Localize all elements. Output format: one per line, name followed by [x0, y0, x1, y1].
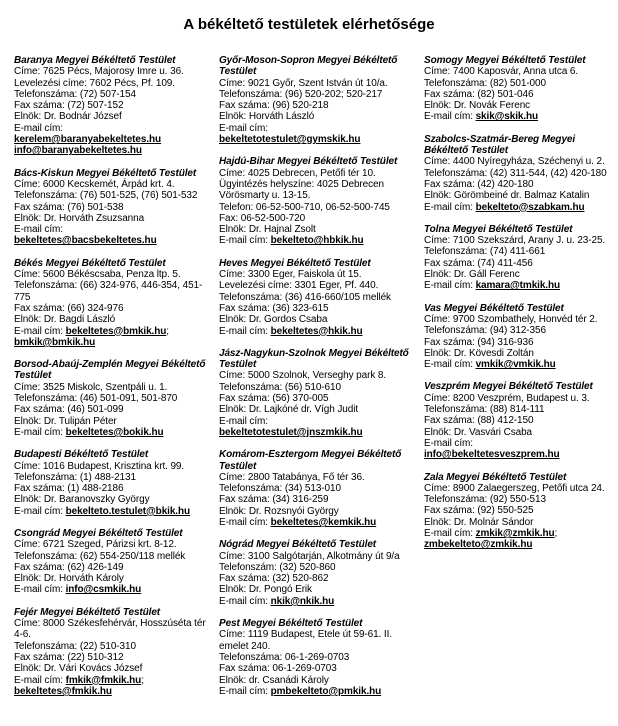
board-detail-line	[14, 551, 210, 562]
email-link[interactable]: bekelteto.testulet@bkik.hu	[65, 505, 190, 517]
board-detail-line	[219, 202, 415, 213]
board-detail-line	[424, 258, 618, 269]
email-link[interactable]: zmkik@zmkik.hu	[475, 527, 555, 539]
board-detail-line	[424, 179, 618, 190]
text-segment: E-mail cím:	[219, 235, 271, 247]
board-detail-line	[424, 190, 618, 201]
board-entry	[424, 55, 618, 123]
text-segment: Fax száma: (22) 510-312	[14, 651, 124, 663]
board-detail-line	[14, 472, 210, 483]
board-entry	[14, 55, 210, 157]
board-detail-line	[14, 190, 210, 201]
text-segment: Levelezési címe: 7602 Pécs, Pf. 109.	[14, 77, 175, 89]
text-segment: Telefonszáma: (34) 513-010	[219, 483, 341, 495]
email-link[interactable]: fmkik@fmkik.hu	[65, 674, 142, 686]
text-segment: Címe: 3300 Eger, Faiskola út 15.	[219, 269, 362, 281]
board-detail-line	[14, 89, 210, 100]
email-link[interactable]: bekeltetes@bacsbekeltetes.hu	[14, 235, 157, 247]
text-segment: E-mail cím:	[14, 122, 63, 134]
board-detail-line	[219, 629, 415, 652]
board-detail-line	[14, 145, 210, 156]
text-segment: Címe: 6000 Kecskemét, Árpád krt. 4.	[14, 178, 175, 190]
board-detail-line	[14, 539, 210, 550]
column	[219, 55, 415, 708]
text-segment: Elnök: Dr. Horváth Károly	[14, 573, 124, 585]
board-detail-line	[14, 66, 210, 77]
board-detail-line	[219, 78, 415, 89]
text-segment: E-mail cím:	[219, 685, 271, 697]
text-segment: Fax száma: (66) 324-976	[14, 302, 124, 314]
text-segment: Címe: 6721 Szeged, Párizsi krt. 8-12.	[14, 539, 177, 551]
board-detail-line	[219, 663, 415, 674]
board-detail-line	[14, 461, 210, 472]
text-segment: Címe: 3525 Miskolc, Szentpáli u. 1.	[14, 381, 168, 393]
text-segment: Levelezési címe: 3301 Eger, Pf. 440.	[219, 280, 379, 292]
text-segment: Telefonszám: (32) 520-860	[219, 561, 336, 573]
board-detail-line	[14, 416, 210, 427]
text-segment: Elnök: Dr. Rozsnyói György	[219, 505, 339, 517]
email-link[interactable]: bekeltetes@bokik.hu	[65, 426, 164, 438]
email-link[interactable]: info@bekeltetesveszprem.hu	[424, 449, 560, 461]
text-segment: Fax száma: (74) 411-456	[424, 257, 533, 269]
text-segment: E-mail cím:	[14, 325, 66, 337]
board-entry	[424, 381, 618, 460]
board-entry	[14, 449, 210, 517]
board-detail-line	[219, 393, 415, 404]
board-detail-line	[14, 326, 210, 349]
text-segment: Elnök: Dr. Kövesdi Zoltán	[424, 347, 534, 359]
text-segment: Címe: 1119 Budapest, Etele út 59-61. II. emelet 240.	[219, 629, 392, 652]
email-link[interactable]: nkik@nkik.hu	[270, 595, 335, 607]
text-segment: Fax száma: (92) 550-525	[424, 505, 534, 517]
board-detail-line	[424, 66, 618, 77]
email-link[interactable]: vmkik@vmkik.hu	[475, 359, 556, 371]
text-segment: Címe: 4400 Nyíregyháza, Széchenyi u. 2.	[424, 156, 605, 168]
text-segment: Elnök: Dr. Molnár Sándor	[424, 516, 534, 528]
board-entry	[219, 258, 415, 337]
board-detail-line	[219, 404, 415, 415]
board-detail-line	[14, 100, 210, 111]
text-segment: Elnök: Dr. Vasvári Csaba	[424, 426, 533, 438]
text-segment: E-mail cím:	[14, 584, 66, 596]
board-detail-line	[424, 325, 618, 336]
board-detail-line	[424, 337, 618, 348]
board-detail-line	[14, 303, 210, 314]
board-entry	[219, 55, 415, 145]
board-detail-line	[14, 506, 210, 517]
board-entry	[219, 348, 415, 438]
board-detail-line	[219, 573, 415, 584]
text-segment: Címe: 4025 Debrecen, Petőfi tér 10.	[219, 167, 376, 179]
board-name: Pest Megyei Békéltető Testület	[219, 618, 363, 630]
text-segment: Elnök: Dr. Novák Ferenc	[424, 100, 531, 112]
text-segment: Telefonszáma: (62) 554-250/118 mellék	[14, 550, 186, 562]
board-detail-line	[14, 427, 210, 438]
board-detail-line	[219, 584, 415, 595]
board-detail-line	[424, 438, 618, 449]
board-detail-line	[14, 213, 210, 224]
board-detail-line	[219, 134, 415, 145]
text-segment: Fax száma: (42) 420-180	[424, 178, 534, 190]
board-detail-line	[14, 314, 210, 325]
board-detail-line	[424, 517, 618, 528]
board-detail-line	[14, 123, 210, 134]
text-segment: E-mail cím:	[14, 505, 66, 517]
board-name: Szabolcs-Szatmár-Bereg Megyei Békéltető Testület	[424, 133, 576, 157]
board-detail-line	[424, 359, 618, 370]
board-detail-line	[424, 246, 618, 257]
board-detail-line	[14, 675, 210, 698]
text-segment: Telefonszáma: (46) 501-091, 501-870	[14, 393, 178, 405]
board-detail-line	[219, 235, 415, 246]
board-detail-line	[14, 382, 210, 393]
board-entry	[219, 156, 415, 246]
text-segment: Telefonszáma: (72) 507-154	[14, 88, 136, 100]
text-segment: Fax száma: (36) 323-615	[219, 302, 329, 314]
board-detail-line	[219, 652, 415, 663]
board-detail-line	[14, 280, 210, 303]
text-segment: Címe: 7100 Szekszárd, Arany J. u. 23-25.	[424, 235, 606, 247]
board-detail-line	[219, 100, 415, 111]
text-segment: E-mail cím:	[14, 224, 63, 236]
board-detail-line	[219, 551, 415, 562]
text-segment: Címe: 8000 Székesfehérvár, Hosszúséta tér 4-6.	[14, 618, 206, 641]
text-segment: E-mail cím:	[424, 437, 473, 449]
board-detail-line	[424, 202, 618, 213]
board-detail-line	[14, 618, 210, 641]
board-entry	[424, 472, 618, 551]
email-link[interactable]: bekeltetes@fmkik.hu	[14, 685, 112, 697]
board-detail-line	[219, 675, 415, 686]
board-name: Hajdú-Bihar Megyei Békéltető Testület	[219, 156, 398, 168]
email-link[interactable]: bekeltetotestulet@jnszmkik.hu	[219, 426, 363, 438]
text-segment: Címe: 1016 Budapest, Krisztina krt. 99.	[14, 460, 185, 472]
board-detail-line	[219, 562, 415, 573]
text-segment: Címe: 8900 Zalaegerszeg, Petőfi utca 24.	[424, 482, 605, 494]
text-segment: Telefon: 06-52-500-710, 06-52-500-745	[219, 201, 390, 213]
text-segment: Elnök: Dr. Vári Kovács József	[14, 663, 143, 675]
email-link[interactable]: kerelem@baranyabekeltetes.hu	[14, 134, 162, 146]
email-link[interactable]: bekeltetotestulet@gymskik.hu	[219, 134, 361, 146]
text-segment: Fax száma: (94) 316-936	[424, 336, 534, 348]
board-name: Borsod-Abaúj-Zemplén Megyei Békéltető Testület	[14, 359, 206, 382]
board-name: Somogy Megyei Békéltető Testület	[424, 55, 586, 66]
board-detail-line	[219, 89, 415, 100]
board-name: Budapesti Békéltető Testület	[14, 449, 149, 461]
board-entry	[14, 359, 210, 438]
board-detail-line	[424, 89, 618, 100]
board-name: Fejér Megyei Békéltető Testület	[14, 606, 161, 618]
board-name: Győr-Moson-Sopron Megyei Békéltető Testület	[219, 55, 398, 78]
text-segment: Elnök: Dr. Bodnár József	[14, 111, 122, 123]
text-segment: Címe: 7625 Pécs, Majorosy Imre u. 36.	[14, 66, 184, 78]
board-detail-line	[219, 123, 415, 134]
board-detail-line	[219, 280, 415, 291]
board-detail-line	[424, 483, 618, 494]
email-link[interactable]: kamara@tmkik.hu	[475, 280, 560, 292]
page-title: A békéltető testületek elérhetősége	[183, 16, 435, 33]
board-detail-line	[219, 506, 415, 517]
board-detail-line	[14, 111, 210, 122]
board-name: Bács-Kiskun Megyei Békéltető Testület	[14, 167, 197, 179]
board-detail-line	[219, 269, 415, 280]
board-name: Zala Megyei Békéltető Testület	[424, 471, 567, 483]
text-segment: Fax: 06-52-500-720	[219, 212, 306, 224]
board-detail-line	[219, 483, 415, 494]
board-detail-line	[219, 213, 415, 224]
board-detail-line	[219, 686, 415, 697]
board-detail-line	[14, 562, 210, 573]
board-name: Csongrád Megyei Békéltető Testület	[14, 527, 183, 539]
text-segment: Elnök: Görömbeiné dr. Balmaz Katalin	[424, 190, 590, 202]
columns-container	[0, 55, 618, 708]
text-segment: Fax száma: (32) 520-862	[219, 573, 329, 585]
board-name: Vas Megyei Békéltető Testület	[424, 302, 564, 314]
board-detail-line	[14, 179, 210, 190]
text-segment: Fax száma: (72) 507-152	[14, 100, 124, 112]
text-segment: E-mail cím:	[424, 359, 476, 371]
column	[424, 55, 618, 708]
board-detail-line	[424, 280, 618, 291]
text-segment: Elnök: Dr. Horváth Zsuzsanna	[14, 212, 145, 224]
text-segment: Telefonszáma: (76) 501-525, (76) 501-532	[14, 190, 198, 202]
text-segment: Telefonszáma: (42) 311-544, (42) 420-180	[424, 167, 607, 179]
board-detail-line	[219, 111, 415, 122]
board-detail-line	[219, 370, 415, 381]
email-link[interactable]: bekeltetes@kemkik.hu	[270, 516, 377, 528]
board-detail-line	[14, 235, 210, 246]
text-segment: Elnök: Horváth László	[219, 111, 315, 123]
text-segment: E-mail cím:	[14, 426, 66, 438]
board-detail-line	[14, 641, 210, 652]
board-detail-line	[219, 517, 415, 528]
board-detail-line	[14, 652, 210, 663]
board-detail-line	[219, 224, 415, 235]
text-segment: Elnök: Dr. Baranovszky György	[14, 494, 150, 506]
board-detail-line	[424, 393, 618, 404]
board-entry	[219, 618, 415, 697]
text-segment: Címe: 5600 Békéscsaba, Penza ltp. 5.	[14, 269, 181, 281]
text-segment: Fax száma: (82) 501-046	[424, 88, 534, 100]
board-detail-line	[219, 326, 415, 337]
text-segment: E-mail cím:	[219, 595, 271, 607]
board-detail-line	[14, 483, 210, 494]
board-detail-line	[219, 292, 415, 303]
column	[14, 55, 210, 708]
board-detail-line	[424, 348, 618, 359]
text-segment: E-mail cím:	[219, 122, 268, 134]
board-detail-line	[14, 393, 210, 404]
text-segment: ;	[554, 527, 558, 539]
board-entry	[219, 449, 415, 528]
board-detail-line	[14, 269, 210, 280]
text-segment: Fax száma: (88) 412-150	[424, 415, 534, 427]
board-detail-line	[219, 382, 415, 393]
board-detail-line	[219, 303, 415, 314]
text-segment: Címe: 3100 Salgótarján, Alkotmány út 9/a	[219, 550, 400, 562]
board-detail-line	[14, 584, 210, 595]
text-segment: Elnök: Dr. Gáll Ferenc	[424, 269, 520, 281]
text-segment: Fax száma: (46) 501-099	[14, 404, 124, 416]
board-detail-line	[14, 224, 210, 235]
board-entry	[424, 134, 618, 213]
text-segment: E-mail cím:	[219, 325, 271, 337]
board-detail-line	[219, 427, 415, 438]
board-detail-line	[219, 168, 415, 179]
board-detail-line	[14, 494, 210, 505]
text-segment: Elnök: Dr. Bagdi László	[14, 314, 116, 326]
board-detail-line	[424, 111, 618, 122]
board-detail-line	[14, 78, 210, 89]
email-link[interactable]: bekeltetes@hkik.hu	[270, 325, 363, 337]
text-segment: Címe: 7400 Kaposvár, Anna utca 6.	[424, 66, 579, 78]
text-segment: Elnök: dr. Csanádi Károly	[219, 674, 329, 686]
board-detail-line	[424, 168, 618, 179]
text-segment: Elnök: Dr. Hajnal Zsolt	[219, 224, 316, 236]
email-link[interactable]: bekeltetes@bmkik.hu	[65, 325, 167, 337]
board-detail-line	[14, 202, 210, 213]
board-detail-line	[424, 494, 618, 505]
text-segment: Fax száma: (56) 370-005	[219, 393, 329, 405]
board-name: Veszprém Megyei Békéltető Testület	[424, 381, 593, 393]
board-detail-line	[219, 494, 415, 505]
text-segment: Elnök: Dr. Gordos Csaba	[219, 314, 328, 326]
text-segment: Telefonszáma: (82) 501-000	[424, 77, 546, 89]
text-segment: Címe: 8200 Veszprém, Budapest u. 3.	[424, 392, 590, 404]
board-entry	[14, 258, 210, 348]
text-segment: Telefonszáma: (88) 814-111	[424, 404, 545, 416]
board-name: Nógrád Megyei Békéltető Testület	[219, 539, 377, 551]
board-detail-line	[219, 179, 415, 202]
text-segment: E-mail cím:	[219, 415, 268, 427]
email-link[interactable]: bekelteto@hbkik.hu	[270, 235, 364, 247]
board-detail-line	[14, 663, 210, 674]
board-detail-line	[424, 449, 618, 460]
board-detail-line	[424, 100, 618, 111]
text-segment: Telefonszáma: 06-1-269-0703	[219, 651, 350, 663]
email-link[interactable]: skik@skik.hu	[475, 111, 539, 123]
text-segment: Elnök: Dr. Lajkóné dr. Vígh Judit	[219, 404, 359, 416]
board-detail-line	[219, 596, 415, 607]
email-link[interactable]: bekelteto@szabkam.hu	[475, 201, 585, 213]
board-entry	[14, 528, 210, 596]
text-segment: Fax száma: (96) 520-218	[219, 100, 329, 112]
board-detail-line	[424, 415, 618, 426]
text-segment: Telefonszáma: (36) 416-660/105 mellék	[219, 291, 391, 303]
text-segment: E-mail cím:	[14, 674, 66, 686]
board-entry	[14, 607, 210, 697]
email-link[interactable]: bmkik@bmkik.hu	[14, 336, 96, 348]
text-segment: Címe: 9021 Győr, Szent István út 10/a.	[219, 77, 388, 89]
board-detail-line	[424, 235, 618, 246]
board-entry	[219, 539, 415, 607]
text-segment: Elnök: Dr. Pongó Erik	[219, 584, 312, 596]
board-detail-line	[424, 505, 618, 516]
text-segment: Telefonszáma: (96) 520-202; 520-217	[219, 88, 383, 100]
board-detail-line	[424, 404, 618, 415]
board-name: Jász-Nagykun-Szolnok Megyei Békéltető Testület	[219, 347, 409, 371]
board-detail-line	[424, 314, 618, 325]
email-link[interactable]: info@csmkik.hu	[65, 584, 142, 596]
text-segment: Fax száma: (34) 316-259	[219, 494, 329, 506]
text-segment: E-mail cím:	[424, 201, 476, 213]
text-segment: Telefonszáma: (66) 324-976, 446-354, 451-775	[14, 280, 203, 303]
board-name: Komárom-Esztergom Megyei Békéltető Testület	[219, 449, 402, 472]
text-segment: Telefonszáma: (1) 488-2131	[14, 471, 136, 483]
text-segment: Címe: 2800 Tatabánya, Fő tér 36.	[219, 471, 365, 483]
board-detail-line	[424, 156, 618, 167]
email-link[interactable]: zmbekelteto@zmkik.hu	[424, 539, 533, 551]
text-segment: ;	[141, 674, 144, 686]
board-name: Békés Megyei Békéltető Testület	[14, 257, 166, 269]
board-detail-line	[424, 78, 618, 89]
text-segment: Telefonszáma: (92) 550-513	[424, 494, 546, 506]
board-entry	[14, 168, 210, 247]
email-link[interactable]: info@baranyabekeltetes.hu	[14, 145, 142, 157]
board-detail-line	[14, 573, 210, 584]
board-detail-line	[424, 269, 618, 280]
text-segment: Fax száma: (76) 501-538	[14, 201, 124, 213]
text-segment: Telefonszáma: (94) 312-356	[424, 325, 546, 337]
text-segment: ;	[166, 325, 169, 337]
board-entry	[424, 224, 618, 292]
email-link[interactable]: pmbekelteto@pmkik.hu	[270, 685, 382, 697]
text-segment: Címe: 9700 Szombathely, Honvéd tér 2.	[424, 313, 598, 325]
board-detail-line	[219, 472, 415, 483]
board-detail-line	[219, 314, 415, 325]
text-segment: Fax száma: 06-1-269-0703	[219, 663, 337, 675]
text-segment: E-mail cím:	[424, 111, 476, 123]
text-segment: Telefonszáma: (74) 411-661	[424, 246, 546, 258]
board-entry	[424, 303, 618, 371]
text-segment: Ügyintézés helyszíne: 4025 Debrecen Vörösmarty u. 13-15.	[219, 178, 384, 202]
text-segment: E-mail cím:	[424, 280, 476, 292]
board-name: Heves Megyei Békéltető Testület	[219, 257, 371, 269]
board-name: Tolna Megyei Békéltető Testület	[424, 223, 573, 235]
board-detail-line	[14, 404, 210, 415]
board-detail-line	[219, 416, 415, 427]
text-segment: Telefonszáma: (22) 510-310	[14, 640, 136, 652]
text-segment: E-mail cím:	[219, 516, 271, 528]
board-name: Baranya Megyei Békéltető Testület	[14, 55, 176, 66]
text-segment: Fax száma: (62) 426-149	[14, 561, 124, 573]
board-detail-line	[14, 134, 210, 145]
text-segment: Fax száma: (1) 488-2186	[14, 483, 124, 495]
text-segment: Címe: 5000 Szolnok, Verseghy park 8.	[219, 370, 387, 382]
board-detail-line	[424, 427, 618, 438]
text-segment: Elnök: Dr. Tulipán Péter	[14, 415, 117, 427]
text-segment: Telefonszáma: (56) 510-610	[219, 381, 341, 393]
text-segment: E-mail cím:	[424, 527, 476, 539]
board-detail-line	[424, 528, 618, 551]
